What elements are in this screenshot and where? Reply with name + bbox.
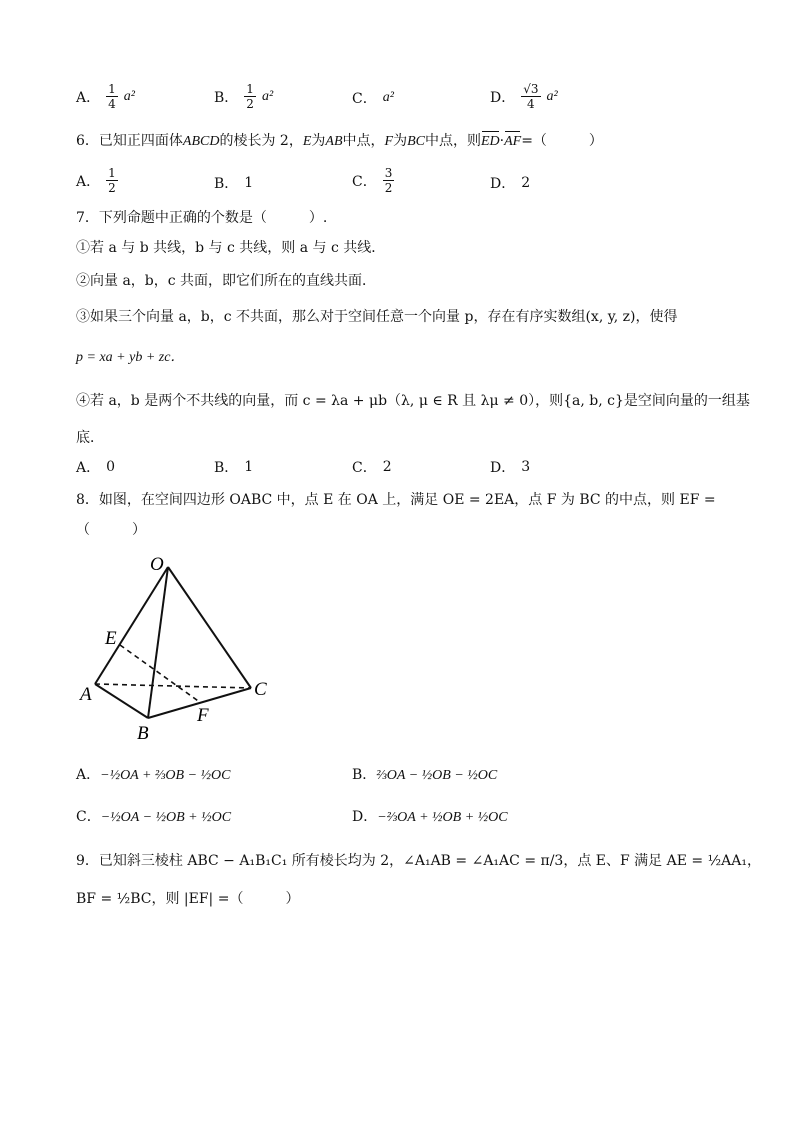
option-label: B． <box>352 767 377 783</box>
option-value: 1 <box>244 459 254 475</box>
edge-ob <box>148 567 168 718</box>
q8-option-a[interactable] <box>76 764 231 784</box>
q7-options <box>76 457 736 487</box>
q7-option-c[interactable] <box>352 457 392 477</box>
fraction: $\frac{1}{4}$ <box>108 82 116 111</box>
option-label: D． <box>490 89 516 106</box>
q5-option-c[interactable] <box>352 88 394 108</box>
q6-option-a[interactable] <box>76 167 118 194</box>
option-label: C． <box>352 173 377 190</box>
edge-oc <box>168 567 251 688</box>
label-b: B <box>137 723 149 744</box>
edge-ac-hidden <box>95 684 251 688</box>
option-label: A． <box>76 460 101 476</box>
q8-option-b[interactable] <box>352 764 497 784</box>
option-expression: ⅔OA − ½OB − ½OC <box>376 768 498 783</box>
option-value: 2 <box>382 459 392 475</box>
option-label: C． <box>352 91 377 107</box>
q7-statement-1: ①若 a 与 b 共线，b 与 c 共线，则 a 与 c 共线． <box>76 240 386 256</box>
expression: a² <box>546 88 558 104</box>
label-e: E <box>105 628 117 649</box>
q7-option-b[interactable] <box>214 457 253 477</box>
option-label: A． <box>76 173 101 190</box>
option-label: A． <box>76 89 101 106</box>
option-label: B． <box>214 176 239 192</box>
option-expression: −½OA + ⅔OB − ½OC <box>100 768 231 783</box>
option-label: B． <box>214 460 239 476</box>
expression: a² <box>261 88 274 104</box>
option-expression: −⅔OA + ½OB + ½OC <box>377 810 508 825</box>
q7-statement-4-cont: 底． <box>76 430 104 446</box>
q6-option-d[interactable] <box>490 173 530 193</box>
q7-stem: 7．下列命题中正确的个数是（ ）. <box>76 210 328 226</box>
segment-ef <box>120 645 201 703</box>
q6-option-b[interactable] <box>214 173 253 193</box>
fraction: $\frac{√3}{4}$ <box>523 82 539 111</box>
q8-answer-paren: （ ） <box>76 522 146 538</box>
expression: a² <box>123 88 135 104</box>
q7-statement-3-formula: p = xa + yb + zc． <box>76 350 185 365</box>
option-label: D． <box>490 176 516 192</box>
tetrahedron-figure <box>70 550 290 745</box>
label-o: O <box>150 554 164 575</box>
q6-option-c[interactable] <box>352 167 394 194</box>
option-value: 2 <box>521 175 531 191</box>
option-value: 0 <box>106 459 116 475</box>
q9-stem-line-1: 9．已知斜三棱柱 ABC − A₁B₁C₁ 所有棱长均为 2，∠A₁AB = ∠A₁AC = π/3，点 E、F 满足 AE = ½AA₁， <box>76 853 761 869</box>
q7-statement-2: ②向量 a，b，c 共面，即它们所在的直线共面． <box>76 273 377 289</box>
edge-ab <box>95 684 148 718</box>
vector-ed: ED <box>481 130 500 150</box>
option-label: D． <box>352 809 378 825</box>
option-label: B． <box>214 89 239 106</box>
option-value: 1 <box>244 175 254 191</box>
q9-stem-line-2: BF = ½BC，则 |EF| =（ ） <box>76 891 300 907</box>
option-label: C． <box>352 460 377 476</box>
q6-stem: 6．已知正四面体ABCD的棱长为 2，E为AB中点，F为BC中点，则ED·AF=（ ） <box>76 130 603 150</box>
q6-options <box>76 167 736 197</box>
option-label: A． <box>76 767 101 783</box>
fraction: $\frac{1}{2}$ <box>108 166 116 195</box>
expression: a² <box>382 90 394 105</box>
q7-statement-4: ④若 a，b 是两个不共线的向量，而 c = λa + μb（λ, μ ∈ R 且 λμ ≠ 0），则{a, b, c}是空间向量的一组基 <box>76 393 750 409</box>
q7-option-a[interactable] <box>76 457 115 477</box>
label-c: C <box>254 679 267 700</box>
q5-option-d[interactable] <box>490 83 558 110</box>
vector-af: AF <box>504 130 521 150</box>
q7-option-d[interactable] <box>490 457 530 477</box>
edge-oa <box>95 567 168 684</box>
q5-option-b[interactable] <box>214 83 273 110</box>
q8-option-c[interactable] <box>76 806 231 826</box>
q8-option-d[interactable] <box>352 806 508 826</box>
q8-stem: 8．如图，在空间四边形 OABC 中，点 E 在 OA 上，满足 OE = 2EA，点 F 为 BC 的中点，则 EF = <box>76 492 716 508</box>
q5-options <box>76 83 736 113</box>
label-a: A <box>80 684 92 705</box>
option-expression: −½OA − ½OB + ½OC <box>100 810 232 825</box>
q7-statement-3: ③如果三个向量 a，b，c 不共面，那么对于空间任意一个向量 p，存在有序实数组(x, y, z)，使得 <box>76 309 678 325</box>
fraction: $\frac{1}{2}$ <box>246 82 254 111</box>
q5-option-a[interactable] <box>76 83 135 110</box>
fraction: $\frac{3}{2}$ <box>384 166 393 195</box>
option-label: C． <box>76 809 101 825</box>
option-value: 3 <box>521 459 531 475</box>
option-label: D． <box>490 460 516 476</box>
label-f: F <box>197 705 209 726</box>
